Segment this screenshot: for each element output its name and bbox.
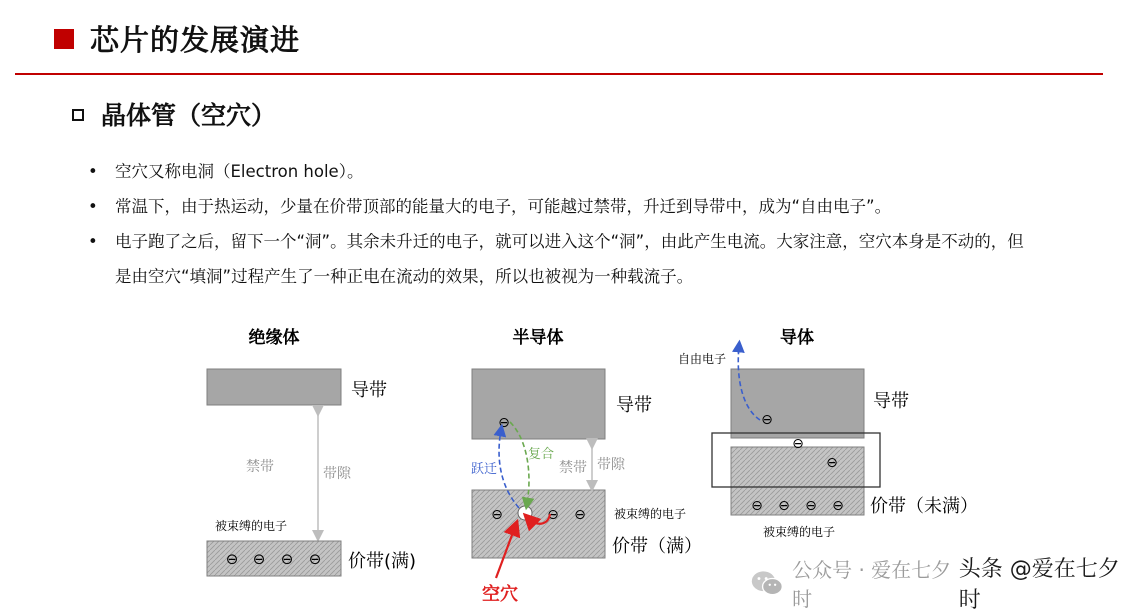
- electron: ⊖: [761, 412, 773, 428]
- bullet-dot: •: [88, 162, 98, 181]
- bullet-dot: •: [88, 232, 98, 251]
- semiconductor-title: 半导体: [512, 328, 564, 348]
- electron: ⊖: [805, 498, 817, 514]
- bullet-text: 常温下，由于热运动，少量在价带顶部的能量大的电子，可能越过禁带，升迁到导带中，成为“自由电子”。: [115, 197, 892, 216]
- semiconductor-conduction-label: 导带: [616, 395, 652, 416]
- section-subtitle: 晶体管（空穴）: [101, 101, 277, 130]
- insulator-conduction-label: 导带: [351, 380, 387, 401]
- electron: ⊖: [778, 498, 790, 514]
- semiconductor-conduction-band: [472, 369, 605, 439]
- electron: ⊖: [574, 507, 586, 523]
- bullet-text: 空穴又称电洞（Electron hole）。: [115, 162, 364, 181]
- watermark-brand: 公众号 · 爱在七夕时: [792, 558, 952, 611]
- conductor-title: 导体: [780, 328, 814, 348]
- recombination-label: 复合: [528, 447, 555, 462]
- insulator-bound-label: 被束缚的电子: [215, 519, 288, 533]
- electron: ⊖: [832, 498, 844, 514]
- semiconductor-valence-label: 价带（满）: [612, 536, 702, 557]
- watermark: [750, 552, 1123, 614]
- conductor-valence-label: 价带（未满）: [870, 496, 978, 517]
- bullet-text: 电子跑了之后，留下一个“洞”。其余未升迁的电子，就可以进入这个“洞”，由此产生电流。大家注意，空穴本身是不动的，但是由空穴“填洞”过程产生了一种正电在流动的效果，所以也被视为一种载流子。: [115, 232, 1024, 286]
- page-title: 芯片的发展演进: [90, 23, 301, 57]
- electron: ⊖: [225, 550, 239, 568]
- conductor-conduction-band: [731, 369, 864, 438]
- electron: ⊖: [252, 550, 266, 568]
- conductor-conduction-label: 导带: [873, 391, 909, 412]
- semiconductor-bound-label: 被束缚的电子: [614, 507, 687, 521]
- electron: ⊖: [308, 550, 322, 568]
- insulator-valence-label: 价带(满): [348, 551, 417, 572]
- free-electron-label: 自由电子: [678, 352, 727, 366]
- electron: ⊖: [826, 455, 838, 471]
- electron: ⊖: [751, 498, 763, 514]
- electron: ⊖: [491, 507, 503, 523]
- insulator-title: 绝缘体: [248, 328, 300, 348]
- insulator-gap-label: 带隙: [323, 466, 351, 482]
- bullet-dot: •: [88, 197, 98, 216]
- semiconductor-forbidden-label: 禁带: [559, 460, 587, 476]
- insulator-conduction-band: [207, 369, 341, 405]
- electron: ⊖: [792, 436, 804, 452]
- electron: ⊖: [280, 550, 294, 568]
- conductor-bound-label: 被束缚的电子: [763, 525, 836, 539]
- hole-label: 空穴: [482, 584, 518, 605]
- electron: ⊖: [547, 507, 559, 523]
- wechat-icon: [750, 568, 784, 598]
- insulator-forbidden-label: 禁带: [246, 459, 274, 475]
- transition-label: 跃迁: [471, 462, 498, 477]
- watermark-author: 头条 @爱在七夕时: [958, 557, 1120, 613]
- hole-circle: [518, 506, 532, 520]
- semiconductor-gap-label: 带隙: [597, 457, 625, 473]
- electron: ⊖: [498, 415, 510, 431]
